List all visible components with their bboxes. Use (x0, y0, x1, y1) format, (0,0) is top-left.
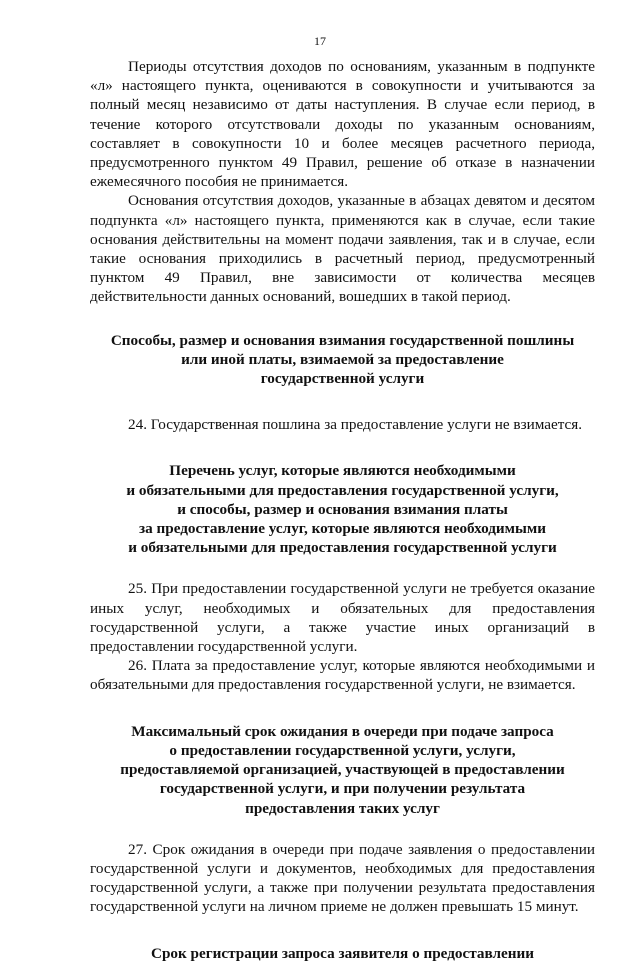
heading-required-services (90, 461, 595, 557)
document-body (90, 57, 595, 963)
heading-line: Срок регистрации запроса заявителя о предоставлении (151, 944, 534, 962)
paragraph-income-absence-periods: Периоды отсутствия доходов по основаниям, указанным в подпункте «л» настоящего пункта, оцениваются в совокупности и учитываются за полный месяц независимо от даты наступления. В случае если период, в течение которого отсутствовали доходы по указанным основаниям, составляет в совокупности 10 и более месяцев расчетного периода, предусмотренного пунктом 49 Правил, решение об отказе в назначении ежемесячного пособия не принимается. (90, 58, 595, 191)
paragraph-26: 26. Плата за предоставление услуг, которые являются необходимыми и обязательными для предоставления государственной услуги, не взимается. (90, 657, 595, 694)
paragraph-income-absence-grounds: Основания отсутствия доходов, указанные в абзацах девятом и десятом подпункта «л» настоящего пункта, применяются как в случае, если такие основания действительны на момент подачи заявления, так и в случае, если такие основания приходились в расчетный период, предусмотренный пунктом 49 Правил, вне зависимости от количества месяцев действительности данных оснований, вошедших в такой период. (90, 192, 595, 306)
heading-line: Способы, размер и основания взимания государственной пошлины (110, 331, 575, 349)
heading-registration-term (90, 944, 595, 963)
heading-line: предоставления таких услуг (245, 799, 440, 817)
spacer (90, 388, 595, 415)
heading-line: и обязательными для предоставления государственной услуги, (126, 481, 559, 499)
paragraph-25: 25. При предоставлении государственной услуги не требуется оказание иных услуг, необходимых и обязательных для предоставления государственной услуги, а также участие иных организаций в предоставлении государственной услуги. (90, 580, 595, 656)
heading-line: государственной услуги, и при получении результата (159, 780, 526, 798)
heading-line: за предоставление услуг, которые являются необходимыми (139, 520, 546, 538)
paragraph-27: 27. Срок ожидания в очереди при подаче заявления о предоставлении государственной услуги и документов, необходимых для предоставления государственной услуги, а также при получении результата предоставления государственной услуги на личном приеме не должен превышать 15 минут. (90, 840, 595, 916)
heading-waiting-time (90, 722, 595, 818)
spacer (90, 917, 595, 944)
heading-line: или иной платы, взимаемой за предоставление (181, 350, 504, 368)
spacer (90, 307, 595, 331)
heading-line: и обязательными для предоставления государственной услуги (128, 539, 557, 557)
spacer (90, 695, 595, 722)
heading-line: государственной услуги (260, 370, 425, 388)
heading-line: и способы, размер и основания взимания платы (177, 500, 508, 518)
page-number: 17 (314, 34, 326, 48)
heading-line: предоставляемой организацией, участвующей в предоставлении (120, 761, 565, 779)
spacer (90, 434, 595, 461)
heading-line: Перечень услуг, которые являются необходимыми (169, 462, 516, 480)
spacer (90, 818, 595, 840)
paragraph-24: 24. Государственная пошлина за предоставление услуги не взимается. (128, 416, 583, 434)
heading-line: Максимальный срок ожидания в очереди при подаче запроса (131, 722, 554, 740)
heading-line: о предоставлении государственной услуги, услуги, (169, 741, 516, 759)
heading-state-fee (90, 331, 595, 389)
spacer (90, 557, 595, 579)
